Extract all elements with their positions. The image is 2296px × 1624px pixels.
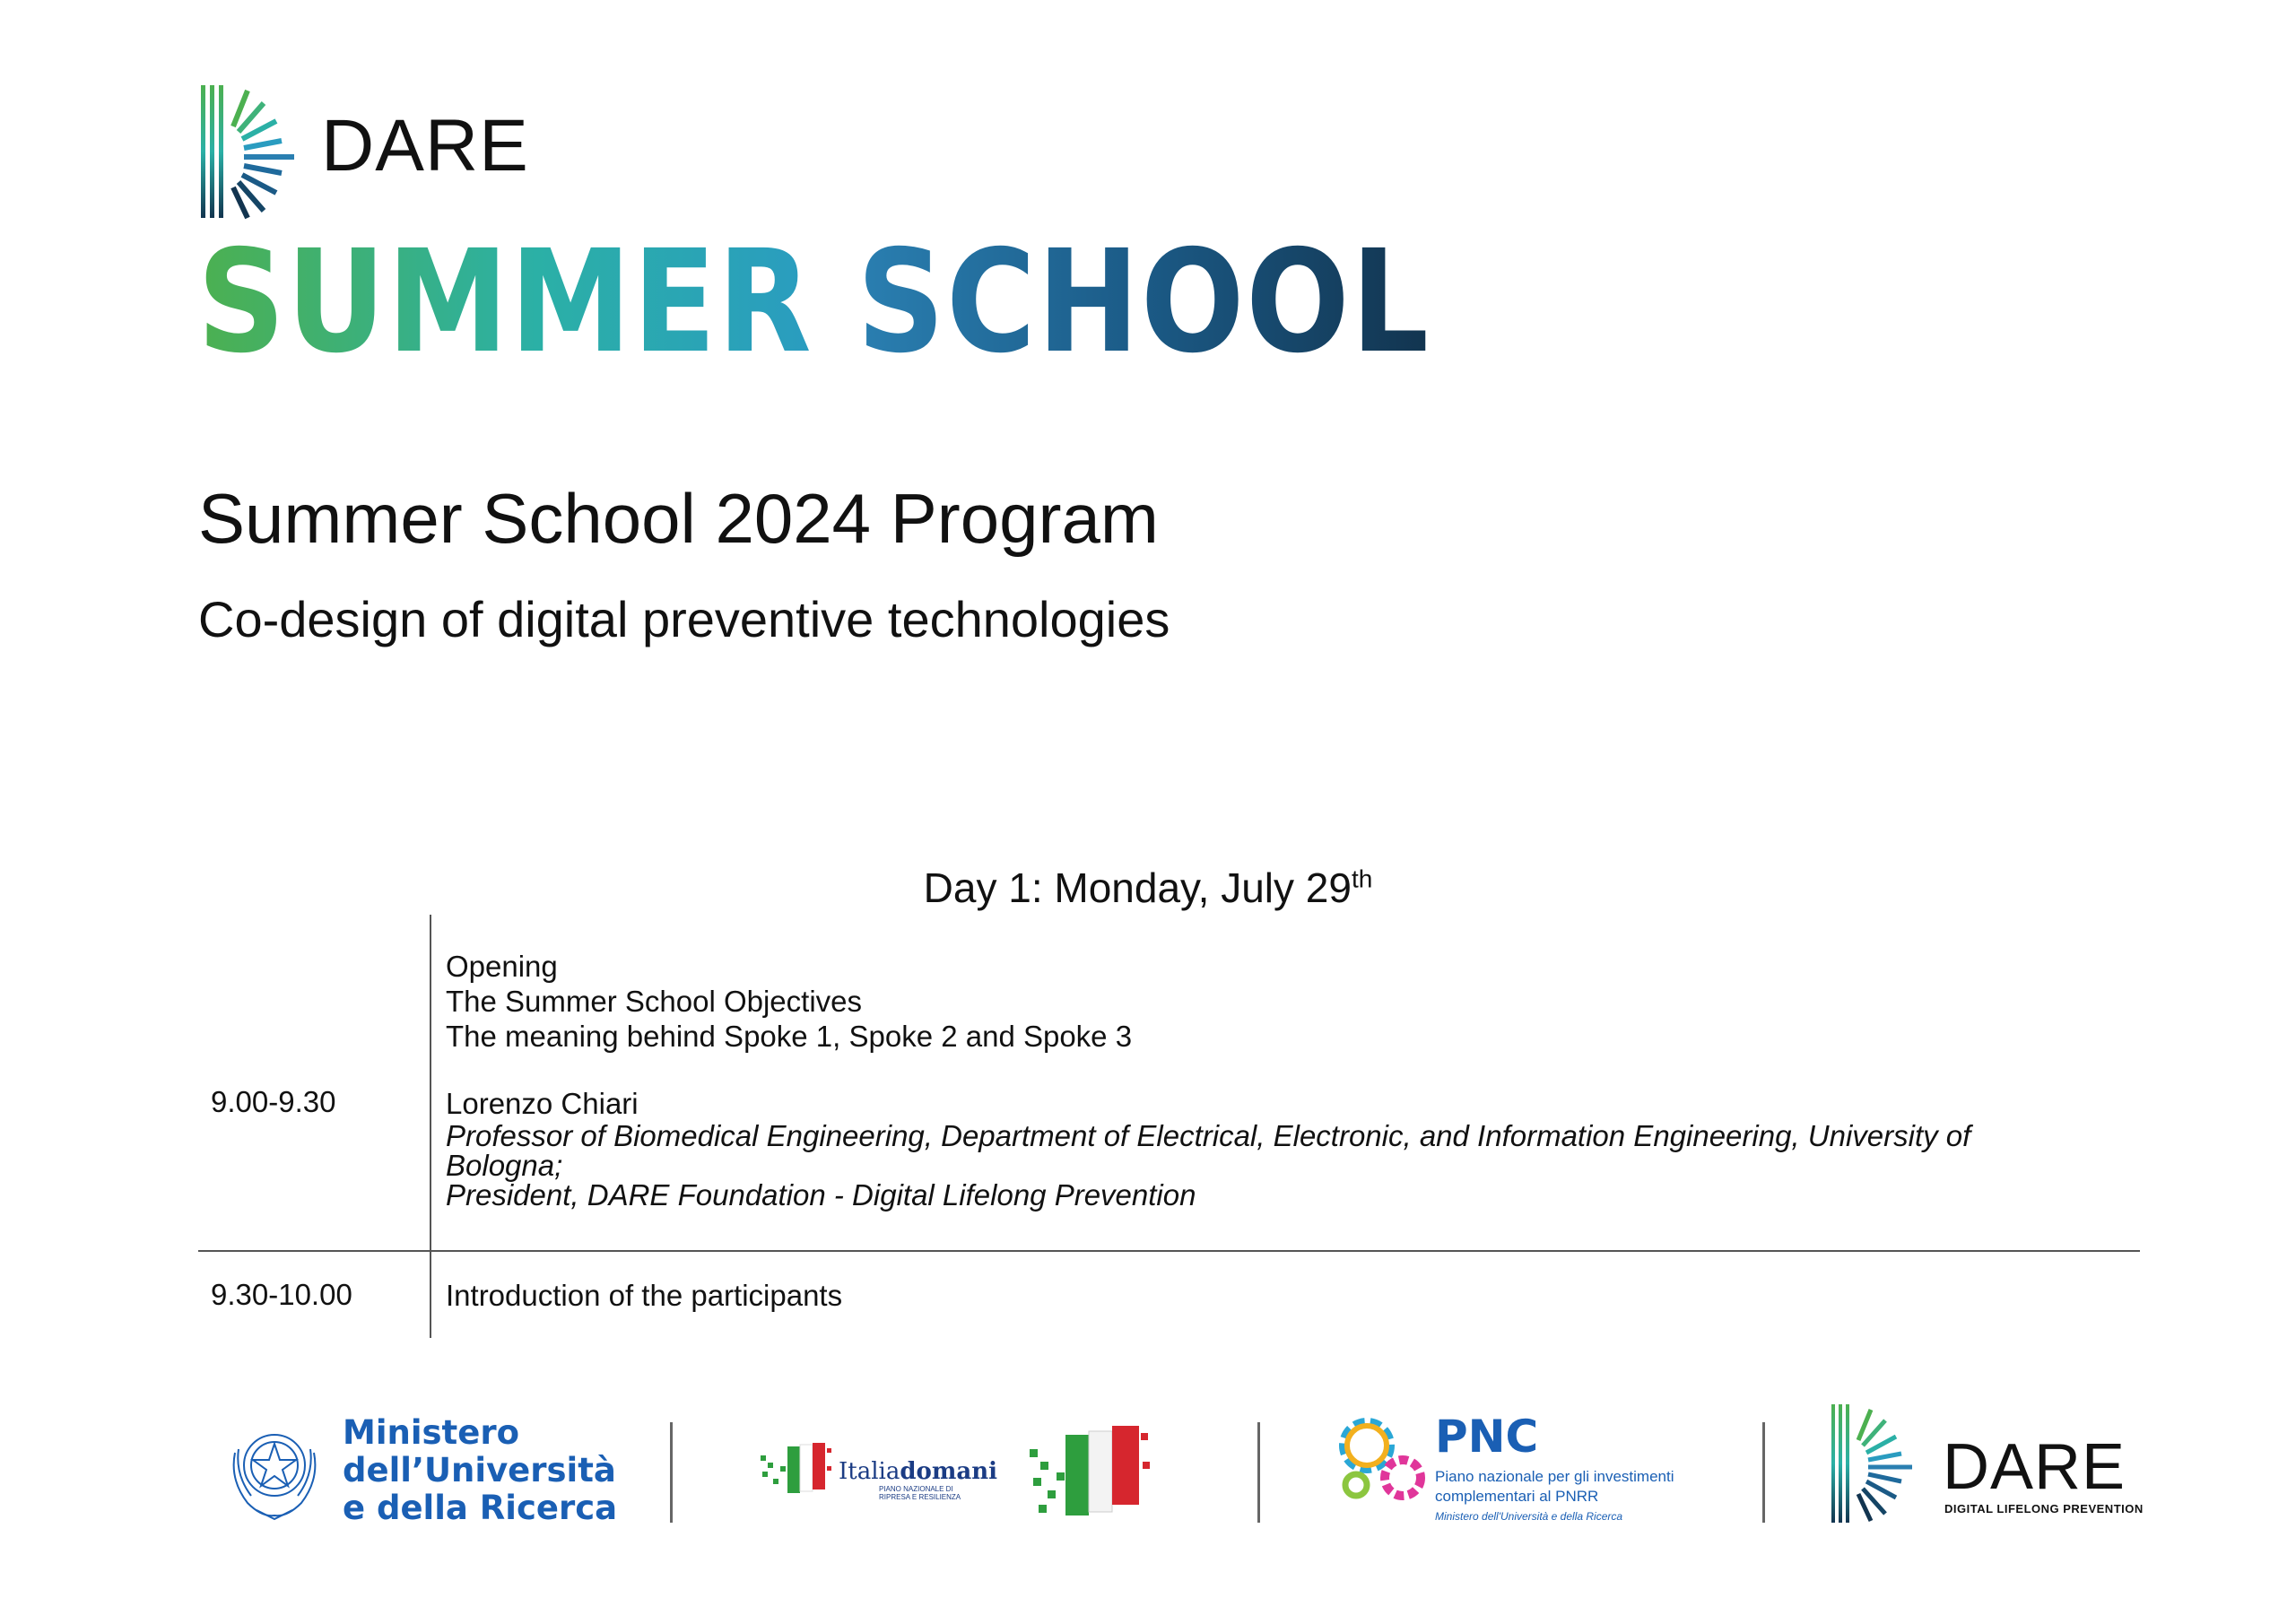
day-heading-suffix: th: [1351, 864, 1373, 893]
italia-domani-wordmark: [839, 1460, 997, 1483]
dare-tagline: DIGITAL LIFELONG PREVENTION: [1944, 1502, 2144, 1515]
day-heading: [0, 864, 2296, 912]
schedule-table: [198, 915, 2140, 1338]
logo-divider: [670, 1422, 673, 1523]
pnc-wordmark: PNC: [1435, 1411, 1539, 1463]
summer-school-title: [197, 220, 1431, 385]
ministry-name: [343, 1414, 617, 1527]
pnc-ministry: Ministero dell'Università e della Ricerca: [1435, 1510, 1623, 1523]
domani-word: domani: [900, 1458, 998, 1485]
ministry-line: Ministero: [343, 1413, 519, 1452]
session-line: Opening: [446, 950, 558, 983]
dare-wordmark: DARE: [321, 105, 529, 187]
day-heading-text: Day 1: Monday, July 29: [923, 864, 1352, 911]
title-word-school: SCHOOL: [857, 220, 1431, 385]
pnc-description-line: Piano nazionale per gli investimenti: [1435, 1468, 1674, 1485]
session-line: The meaning behind Spoke 1, Spoke 2 and Spoke 3: [446, 1020, 1133, 1053]
italia-word: Italia: [839, 1458, 900, 1485]
column-divider: [430, 915, 431, 1338]
dare-logo-icon: [1830, 1403, 1928, 1524]
row-divider: [198, 1250, 2140, 1252]
speaker-affiliation: Bologna;: [446, 1149, 563, 1182]
page-subtitle: Co-design of digital preventive technologies: [198, 591, 1170, 647]
time-cell: 9.00-9.30: [211, 1085, 336, 1118]
ministry-line: dell’Università: [343, 1451, 616, 1489]
pnc-gears-icon: [1329, 1408, 1437, 1514]
dare-logo-icon: [199, 83, 316, 220]
session-cell: [446, 949, 2132, 1210]
speaker-name: Lorenzo Chiari: [446, 1087, 639, 1120]
italia-flag-icon: [761, 1439, 832, 1502]
session-line: The Summer School Objectives: [446, 985, 863, 1018]
session-cell: [446, 1278, 2132, 1313]
dare-wordmark: DARE: [1943, 1431, 2126, 1503]
speaker-affiliation: Professor of Biomedical Engineering, Department of Electrical, Electronic, and Information Engineering, University of: [446, 1119, 1971, 1152]
page-title: Summer School 2024 Program: [198, 479, 1159, 558]
pnc-description-line: complementari al PNRR: [1435, 1488, 1599, 1505]
ministry-line: e della Ricerca: [343, 1489, 618, 1527]
italia-domani-subtitle: PIANO NAZIONALE DI RIPRESA E RESILIENZA: [879, 1485, 961, 1501]
italia-flag-large-icon: [1030, 1422, 1155, 1526]
pnc-description: [1435, 1467, 1722, 1507]
logo-divider: [1762, 1422, 1765, 1523]
title-word-summer: SUMMER: [197, 220, 813, 385]
logo-divider: [1257, 1422, 1260, 1523]
speaker-affiliation: President, DARE Foundation - Digital Lifelong Prevention: [446, 1178, 1196, 1211]
republic-emblem-icon: [226, 1417, 323, 1523]
time-cell: 9.30-10.00: [211, 1278, 352, 1311]
session-line: Introduction of the participants: [446, 1279, 843, 1312]
